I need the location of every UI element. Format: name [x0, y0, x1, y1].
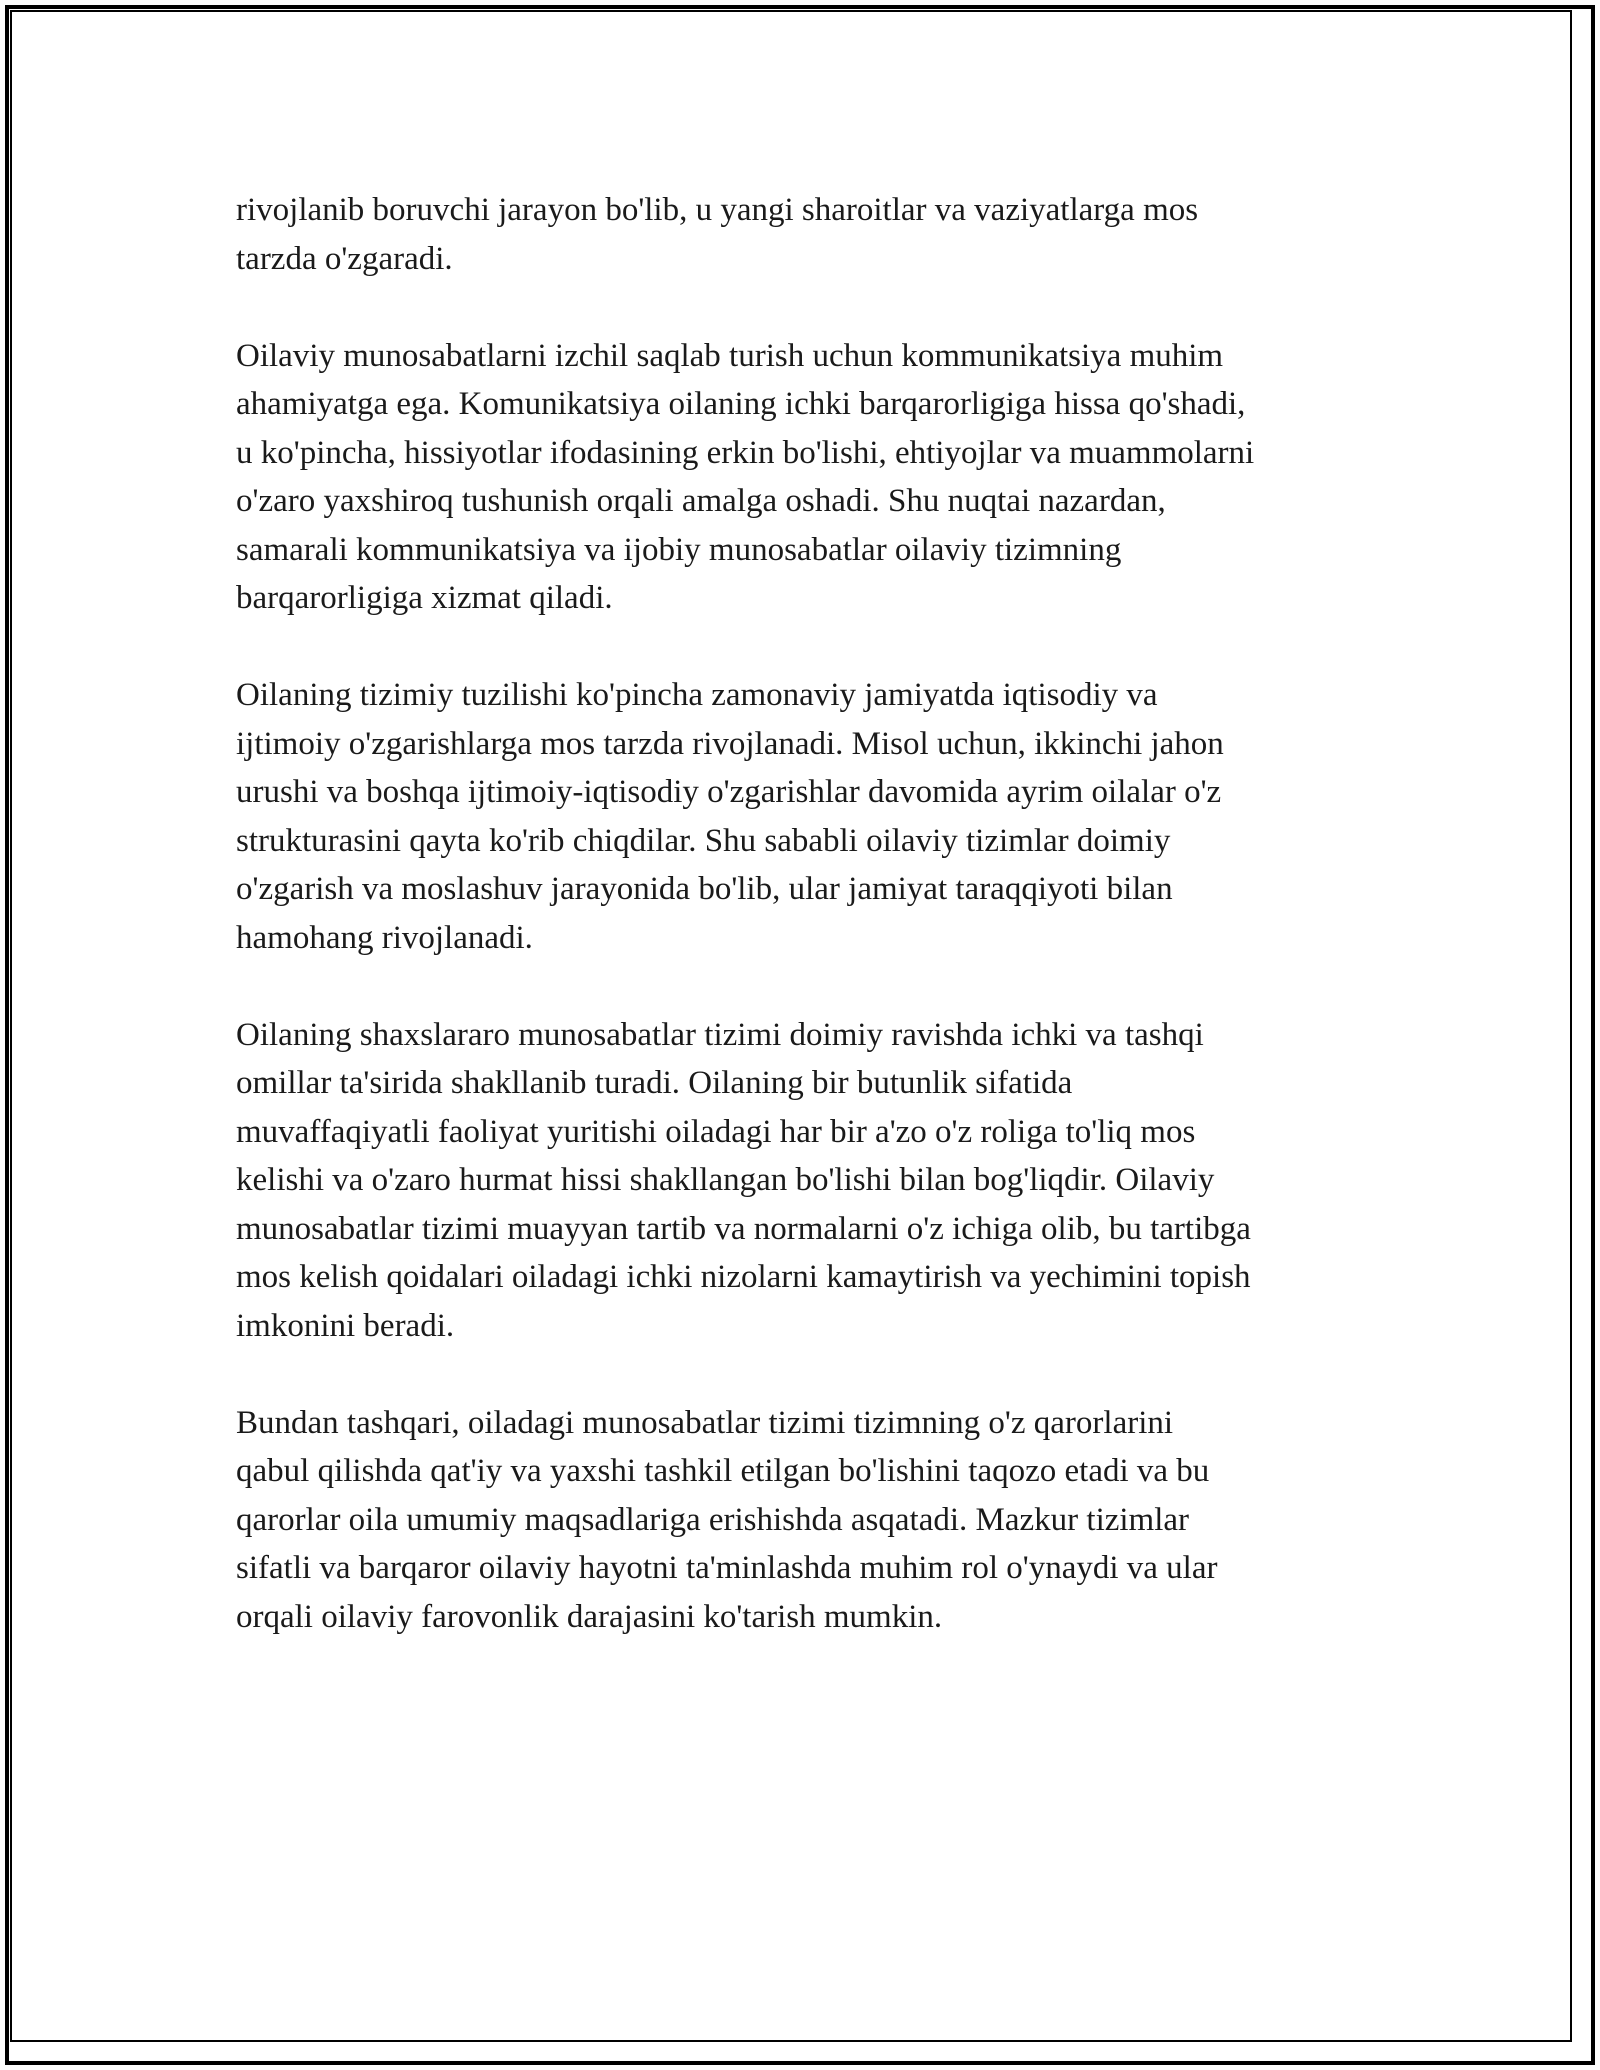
- text-line: kelishi va o'zaro hurmat hissi shakllangan bo'lishi bilan bog'liqdir. Oilaviy: [236, 1162, 1215, 1198]
- text-line: strukturasini qayta ko'rib chiqdilar. Shu sababli oilaviy tizimlar doimiy: [236, 822, 1171, 859]
- text-line: omillar ta'sirida shakllanib turadi. Oilaning bir butunlik sifatida: [236, 1065, 1073, 1101]
- text-line: muvaffaqiyatli faoliyat yuritishi oiladagi har bir a'zo o'z roliga to'liq mos: [236, 1113, 1196, 1150]
- paragraph-3: [236, 671, 1386, 962]
- text-line: qabul qilishda qat'iy va yaxshi tashkil etilgan bo'lishini taqozo etadi va bu: [236, 1453, 1210, 1489]
- text-line: urushi va boshqa ijtimoiy-iqtisodiy o'zgarishlar davomida ayrim oilalar o'z: [236, 774, 1222, 810]
- text-line: Oilaviy munosabatlarni izchil saqlab turish uchun kommunikatsiya muhim: [236, 337, 1224, 374]
- text-line: o'zaro yaxshiroq tushunish orqali amalga oshadi. Shu nuqtai nazardan,: [236, 483, 1166, 519]
- text-line: u ko'pincha, hissiyotlar ifodasining erkin bo'lishi, ehtiyojlar va muammolarni: [236, 434, 1255, 471]
- text-line: tarzda o'zgaradi.: [236, 240, 453, 277]
- paragraph-1: [236, 186, 1386, 283]
- paragraph-5: [236, 1399, 1386, 1642]
- text-line: ijtimoiy o'zgarishlarga mos tarzda rivojlanadi. Misol uchun, ikkinchi jahon: [236, 725, 1224, 762]
- text-line: Bundan tashqari, oiladagi munosabatlar tizimi tizimning o'z qarorlarini: [236, 1404, 1174, 1441]
- text-line: ahamiyatga ega. Komunikatsiya oilaning ichki barqarorligiga hissa qo'shadi,: [236, 386, 1246, 422]
- text-line: munosabatlar tizimi muayyan tartib va normalarni o'z ichiga olib, bu tartibga: [236, 1210, 1251, 1247]
- paragraph-2: [236, 332, 1386, 623]
- text-line: barqarorligiga xizmat qiladi.: [236, 580, 613, 616]
- text-line: mos kelish qoidalari oiladagi ichki nizolarni kamaytirish va yechimini topish: [236, 1259, 1251, 1295]
- text-line: orqali oilaviy farovonlik darajasini ko'tarish mumkin.: [236, 1598, 943, 1635]
- text-line: Oilaning shaxslararo munosabatlar tizimi doimiy ravishda ichki va tashqi: [236, 1016, 1204, 1053]
- text-line: qarorlar oila umumiy maqsadlariga erishishda asqatadi. Mazkur tizimlar: [236, 1501, 1190, 1538]
- document-body: [236, 186, 1386, 1690]
- text-line: o'zgarish va moslashuv jarayonida bo'lib, ular jamiyat taraqqiyoti bilan: [236, 871, 1173, 907]
- text-line: hamohang rivojlanadi.: [236, 919, 533, 956]
- text-line: sifatli va barqaror oilaviy hayotni ta'minlashda muhim rol o'ynaydi va ular: [236, 1550, 1218, 1586]
- paragraph-4: [236, 1011, 1386, 1351]
- text-line: Oilaning tizimiy tuzilishi ko'pincha zamonaviy jamiyatda iqtisodiy va: [236, 677, 1158, 713]
- text-line: samarali kommunikatsiya va ijobiy munosabatlar oilaviy tizimning: [236, 531, 1122, 568]
- text-line: rivojlanib boruvchi jarayon bo'lib, u yangi sharoitlar va vaziyatlarga mos: [236, 192, 1199, 228]
- text-line: imkonini beradi.: [236, 1307, 455, 1344]
